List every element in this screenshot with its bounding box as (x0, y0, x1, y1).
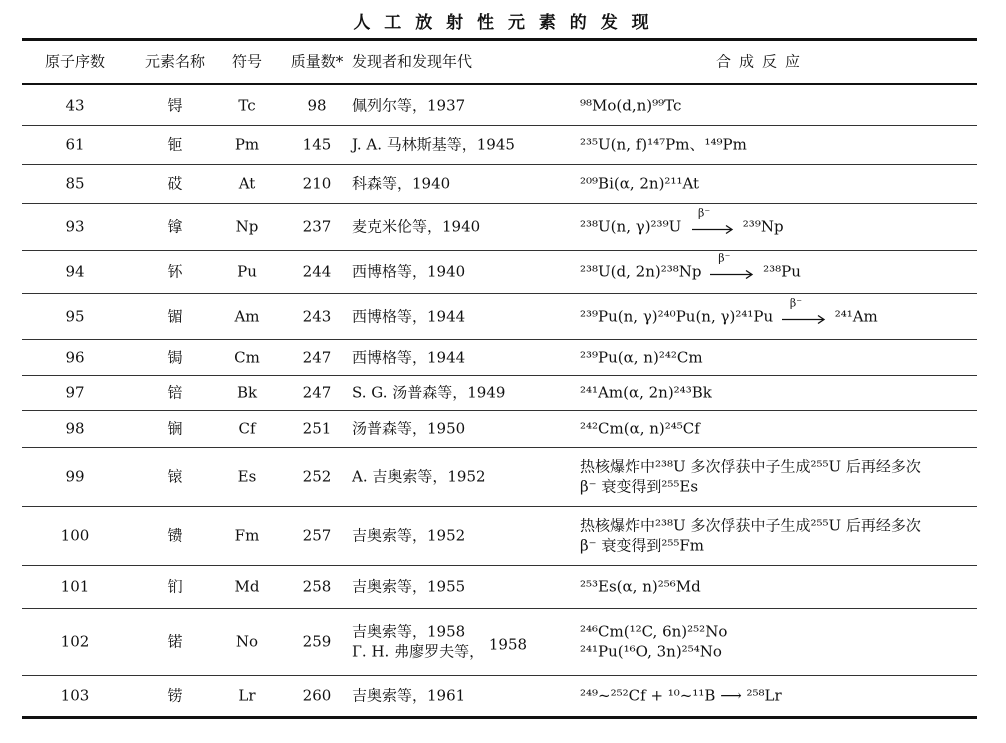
mass-number: 258 (302, 577, 332, 596)
atomic-number: 96 (65, 348, 85, 367)
discoverer-name-2: Г. Н. 弗廖罗夫等， (352, 642, 485, 660)
header-row (22, 42, 977, 82)
beta-decay-arrow-icon (686, 206, 738, 237)
reaction (580, 251, 975, 282)
reaction-product: ²³⁹Np (742, 217, 784, 236)
reaction-line-1: 热核爆炸中²³⁸U 多次俘获中子生成²⁵⁵U 后再经多次 (580, 516, 921, 535)
reaction (580, 458, 975, 497)
table-row (22, 376, 977, 410)
table-row (22, 566, 977, 608)
table-row (22, 204, 977, 250)
mass-number: 243 (302, 307, 332, 326)
element-name: 锿 (167, 467, 183, 486)
element-name: 锫 (167, 383, 183, 402)
element-name: 钔 (167, 577, 183, 596)
mass-number: 247 (302, 348, 332, 367)
reaction-reactants: ²³⁸U(d, 2n)²³⁸Np (580, 262, 702, 281)
reaction (580, 296, 975, 326)
reaction-line-2: β⁻ 衰变得到²⁵⁵Es (580, 477, 699, 495)
reaction: ²³⁵U(n, f)¹⁴⁷Pm、¹⁴⁹Pm (580, 135, 747, 154)
element-name: 锔 (167, 348, 183, 367)
reaction-line-2: ²⁴¹Pu(¹⁶O, 3n)²⁵⁴No (580, 642, 722, 660)
mass-number: 244 (302, 262, 332, 281)
bottom-rule (22, 716, 977, 719)
discoverer-line-2 (352, 635, 582, 662)
atomic-number: 102 (60, 632, 90, 651)
mass-number: 98 (307, 96, 327, 115)
element-name: 锝 (167, 96, 183, 115)
reaction: ²³⁹Pu(α, n)²⁴²Cm (580, 348, 703, 367)
discoverer: 科森等，1940 (352, 174, 451, 193)
mass-number: 251 (302, 419, 332, 438)
atomic-number: 103 (60, 686, 90, 705)
discoverer: 麦克米伦等，1940 (352, 217, 481, 236)
reaction-line-1: ²⁴⁶Cm(¹²C, 6n)²⁵²No (580, 622, 728, 641)
reaction: ⁹⁸Mo(d,n)⁹⁹Tc (580, 96, 682, 115)
reaction-reactants: ²³⁸U(n, γ)²³⁹U (580, 217, 682, 236)
atomic-number: 101 (60, 577, 90, 596)
element-name: 铹 (167, 686, 183, 705)
atomic-number: 85 (65, 174, 85, 193)
element-symbol: Md (234, 577, 260, 596)
atomic-number: 99 (65, 467, 85, 486)
reaction (580, 517, 975, 556)
table-row (22, 609, 977, 675)
mass-number: 145 (302, 135, 332, 154)
discoverer-line-1: 吉奥索等，1958 (352, 622, 466, 641)
element-name: 镄 (167, 526, 183, 545)
element-symbol: Bk (236, 383, 258, 402)
mass-number: 252 (302, 467, 332, 486)
element-symbol: Es (237, 467, 257, 486)
reaction-line-2: β⁻ 衰变得到²⁵⁵Fm (580, 536, 705, 554)
element-name: 钷 (167, 135, 183, 154)
table-row (22, 126, 977, 164)
element-symbol: No (235, 632, 259, 651)
table-row (22, 294, 977, 339)
mass-number: 237 (302, 217, 332, 236)
reaction: ²⁵³Es(α, n)²⁵⁶Md (580, 577, 701, 596)
reaction: ²⁴¹Am(α, 2n)²⁴³Bk (580, 383, 712, 402)
atomic-number: 97 (65, 383, 85, 402)
element-symbol: Tc (238, 96, 256, 115)
element-name: 锘 (167, 632, 183, 651)
table-row (22, 86, 977, 125)
element-symbol: Pu (237, 262, 257, 281)
header-rule (22, 83, 977, 85)
reaction: ²⁴⁹~²⁵²Cf + ¹⁰~¹¹B ⟶ ²⁵⁸Lr (580, 686, 782, 705)
element-symbol: Lr (238, 686, 256, 705)
table-row (22, 251, 977, 293)
beta-label: β⁻ (789, 296, 803, 309)
header-reaction: 合成反应 (715, 52, 808, 71)
element-symbol: Cm (234, 348, 260, 367)
atomic-number: 43 (65, 96, 85, 115)
atomic-number: 98 (65, 419, 85, 438)
discoverer: 吉奥索等，1955 (352, 577, 466, 596)
discoverer: 西博格等，1944 (352, 348, 466, 367)
element-symbol: Fm (234, 526, 260, 545)
reaction-product: ²⁴¹Am (834, 307, 878, 325)
discoverer: 吉奥索等，1952 (352, 526, 466, 545)
discoverer: J. A. 马林斯基等，1945 (352, 135, 515, 154)
header-element-name: 元素名称 (144, 52, 205, 71)
element-symbol: Cf (238, 419, 256, 438)
table-row (22, 676, 977, 716)
atomic-number: 61 (65, 135, 85, 154)
element-name: 锎 (167, 419, 183, 438)
atomic-number: 93 (65, 217, 85, 236)
reaction-line-1: 热核爆炸中²³⁸U 多次俘获中子生成²⁵⁵U 后再经多次 (580, 457, 921, 476)
beta-decay-arrow-icon (778, 296, 830, 326)
reaction (580, 623, 975, 662)
header-mass-number: 质量数* (290, 52, 344, 71)
atomic-number: 100 (60, 526, 90, 545)
element-symbol: Np (235, 217, 259, 236)
reaction: ²⁴²Cm(α, n)²⁴⁵Cf (580, 419, 700, 438)
beta-decay-arrow-icon (706, 251, 758, 282)
reaction-product: ²³⁸Pu (763, 262, 801, 281)
atomic-number: 94 (65, 262, 85, 281)
beta-label: β⁻ (698, 206, 711, 220)
top-rule (22, 38, 977, 41)
table-row (22, 165, 977, 203)
element-symbol: Pm (234, 135, 260, 154)
reaction-reactants: ²³⁹Pu(n, γ)²⁴⁰Pu(n, γ)²⁴¹Pu (580, 307, 774, 325)
element-name: 钚 (167, 262, 183, 281)
header-atomic-number: 原子序数 (44, 52, 105, 71)
table-row (22, 448, 977, 506)
discoverer: S. G. 汤普森等，1949 (352, 383, 506, 402)
discoverer: 西博格等，1944 (352, 307, 466, 326)
mass-number: 259 (302, 632, 332, 651)
header-discoverer: 发现者和发现年代 (352, 52, 473, 71)
discoverer: 西博格等，1940 (352, 262, 466, 281)
discoverer: A. 吉奥索等，1952 (352, 467, 486, 486)
element-symbol: At (238, 174, 256, 193)
header-symbol: 符号 (231, 52, 262, 71)
mass-number: 257 (302, 526, 332, 545)
element-name: 镅 (167, 307, 183, 326)
mass-number: 210 (302, 174, 332, 193)
element-symbol: Am (234, 307, 260, 326)
table-row (22, 340, 977, 375)
atomic-number: 95 (65, 307, 85, 326)
table-title: 人 工 放 射 性 元 素 的 发 现 (353, 13, 653, 33)
discoverer: 佩列尔等，1937 (352, 96, 466, 115)
discoverer: 汤普森等，1950 (352, 419, 466, 438)
mass-number: 260 (302, 686, 332, 705)
discoverer (352, 623, 582, 662)
mass-number: 247 (302, 383, 332, 402)
discoverer: 吉奥索等，1961 (352, 686, 466, 705)
beta-label: β⁻ (718, 251, 731, 265)
reaction: ²⁰⁹Bi(α, 2n)²¹¹At (580, 174, 700, 193)
table-row (22, 411, 977, 447)
reaction (580, 206, 975, 237)
discoverer-year-2: 1958 (488, 635, 528, 653)
element-name: 砹 (167, 174, 183, 193)
table-row (22, 507, 977, 565)
element-name: 镎 (167, 217, 183, 236)
